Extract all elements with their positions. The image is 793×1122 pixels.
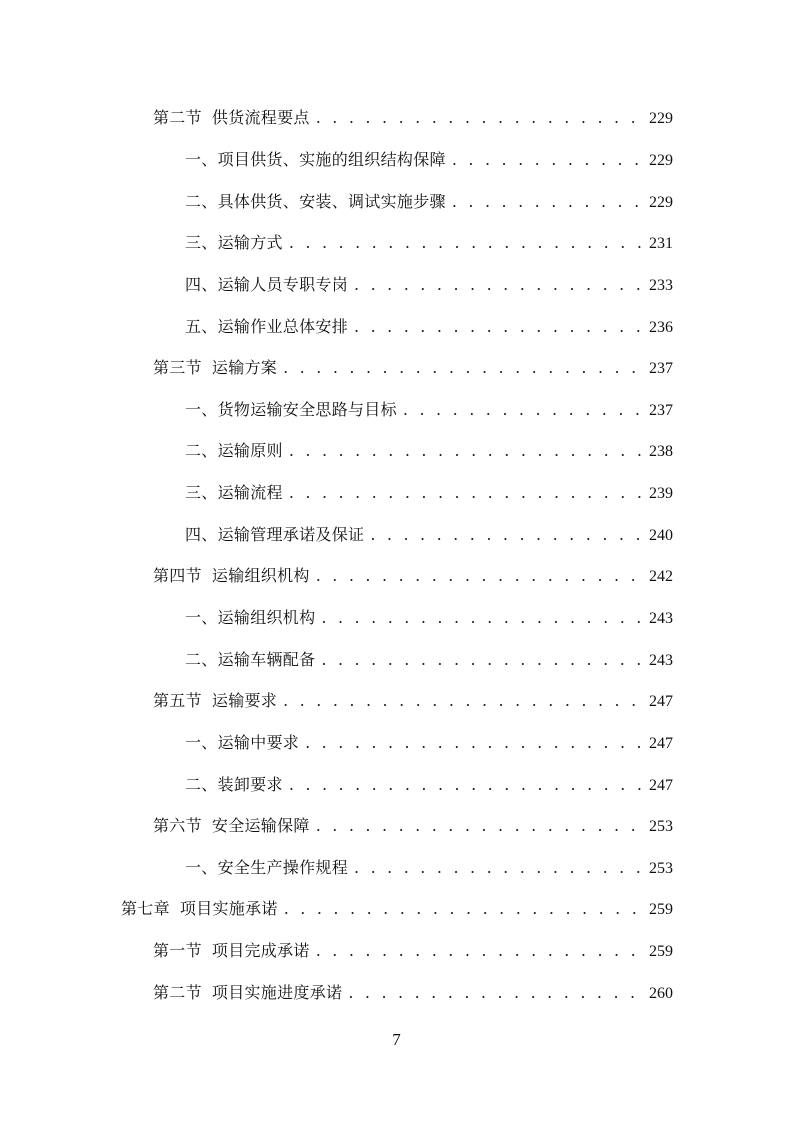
dot-leader [316, 566, 643, 585]
toc-entry-title [153, 688, 277, 711]
dot-leader [370, 525, 643, 544]
toc-entry-text: 项目实施进度承诺 [211, 982, 343, 1002]
toc-entry-line [185, 397, 673, 420]
toc-entry-title [185, 522, 364, 545]
dot-leader [316, 108, 643, 127]
toc-entry-line [185, 230, 673, 253]
toc-entry-line [153, 813, 673, 836]
toc-entry[interactable] [0, 679, 793, 721]
toc-entry-line [153, 980, 673, 1003]
toc-entry[interactable] [0, 887, 793, 929]
toc-entry-text: 项目实施承诺 [179, 899, 278, 919]
dot-leader [284, 899, 643, 918]
toc-entry[interactable] [0, 179, 793, 221]
toc-page-number: 231 [649, 235, 673, 253]
dot-leader [305, 733, 643, 752]
toc-page-number: 237 [649, 401, 673, 419]
toc-entry[interactable] [0, 804, 793, 846]
toc-entry-title [153, 938, 310, 961]
toc-entry[interactable] [0, 637, 793, 679]
toc-entry-text: 一、运输中要求 [185, 732, 300, 752]
toc-entry-text: 一、项目供货、实施的组织结构保障 [185, 149, 446, 169]
toc-entry-text: 一、安全生产操作规程 [185, 857, 349, 877]
toc-entry-line [185, 438, 673, 461]
toc-entry-text: 一、货物运输安全思路与目标 [185, 399, 397, 419]
toc-entry-line [185, 605, 673, 628]
toc-entry-line [153, 688, 673, 711]
toc-entry-title [185, 438, 283, 461]
toc-page-number: 240 [649, 526, 673, 544]
toc-entry-title [185, 855, 348, 878]
toc-entry-number: 第五节 [153, 691, 202, 711]
toc-entry-text: 二、运输车辆配备 [185, 649, 316, 669]
toc-entry-text: 四、运输人员专职专岗 [185, 274, 349, 294]
dot-leader [452, 150, 643, 169]
dot-leader [289, 775, 643, 794]
toc-entry-title [185, 397, 397, 420]
toc-entry[interactable] [0, 221, 793, 263]
dot-leader [321, 608, 643, 627]
toc-page-number: 229 [649, 193, 673, 211]
toc-page-number: 253 [649, 859, 673, 877]
toc-entry-line [153, 355, 673, 378]
toc-entry-text: 二、具体供货、安装、调试实施步骤 [185, 191, 446, 211]
toc-entry[interactable] [0, 970, 793, 1012]
toc-entry[interactable] [0, 304, 793, 346]
toc-entry-title [185, 189, 446, 212]
toc-entry-title [185, 772, 283, 795]
toc-page-number: 243 [649, 610, 673, 627]
toc-entry[interactable] [0, 929, 793, 971]
toc-entry-title [185, 147, 446, 170]
dot-leader [354, 275, 643, 294]
toc-entry-line [185, 147, 673, 170]
toc-entry[interactable] [0, 138, 793, 180]
toc-entry-line [185, 647, 673, 670]
toc-page-number: 229 [649, 110, 673, 128]
toc-entry-title [185, 647, 315, 670]
toc-entry[interactable] [0, 471, 793, 513]
toc-entry[interactable] [0, 762, 793, 804]
dot-leader [403, 400, 643, 419]
toc-page-number: 247 [649, 776, 673, 794]
toc-entry-line [185, 272, 673, 295]
page-number: 7 [392, 1030, 401, 1049]
toc-entry-number: 第二节 [153, 982, 202, 1002]
dot-leader [354, 317, 643, 336]
toc-entry-title [185, 605, 315, 628]
toc-entry-title [185, 314, 348, 337]
toc-entry-text: 一、运输组织机构 [185, 608, 316, 627]
toc-page-number: 242 [649, 568, 673, 586]
toc-page-number: 259 [649, 943, 673, 961]
toc-entry-number: 第二节 [153, 108, 202, 128]
toc-entry-line [153, 938, 673, 961]
toc-entry-text: 运输方案 [211, 358, 278, 378]
toc-entry-title [153, 813, 310, 836]
toc-entry-number: 第三节 [153, 358, 202, 378]
toc-entry-text: 三、运输流程 [185, 483, 283, 503]
toc-page-number: 233 [649, 276, 673, 294]
toc-entry-title [185, 272, 348, 295]
toc-entry[interactable] [0, 512, 793, 554]
dot-leader [283, 358, 643, 377]
toc-entry-title [185, 730, 299, 753]
toc-entry-title [153, 355, 277, 378]
toc-entry-number: 第六节 [153, 816, 202, 836]
toc-entry[interactable] [0, 96, 793, 138]
dot-leader [316, 941, 643, 960]
toc-entry[interactable] [0, 263, 793, 305]
toc-entry[interactable] [0, 429, 793, 471]
toc-entry-line [185, 730, 673, 753]
dot-leader [289, 233, 643, 252]
toc-page-number: 247 [649, 734, 673, 752]
toc-entry-line [185, 480, 673, 503]
toc-entry[interactable] [0, 596, 793, 638]
dot-leader [289, 441, 643, 460]
toc-entry-text: 运输组织机构 [211, 566, 310, 586]
dot-leader [316, 816, 643, 835]
toc-entry-title [153, 980, 342, 1003]
toc-entry-text: 二、运输原则 [185, 441, 283, 461]
toc-page-number: 247 [649, 693, 673, 711]
toc-page-number: 239 [649, 485, 673, 503]
dot-leader [321, 650, 643, 669]
toc-page-number: 243 [649, 651, 673, 669]
toc-entry-text: 四、运输管理承诺及保证 [185, 524, 365, 544]
toc-entry[interactable] [0, 846, 793, 888]
toc-entry-line [185, 855, 673, 878]
toc-page-number: 236 [649, 318, 673, 336]
toc-entry-title [185, 480, 283, 503]
toc-entry-number: 第七章 [121, 899, 170, 919]
toc-entry-text: 五、运输作业总体安排 [185, 316, 349, 336]
toc-entry-text: 项目完成承诺 [211, 941, 310, 961]
toc-entry[interactable] [0, 346, 793, 388]
toc-page-number: 237 [649, 360, 673, 378]
toc-entry-line [185, 522, 673, 545]
toc-entry-text: 运输要求 [211, 691, 278, 711]
toc-entry[interactable] [0, 554, 793, 596]
toc-entry-text: 三、运输方式 [185, 233, 283, 253]
toc-page-number: 260 [649, 984, 673, 1002]
toc-entry-text: 供货流程要点 [211, 108, 310, 128]
toc-entry-title [185, 230, 283, 253]
toc-entry-line [185, 772, 673, 795]
dot-leader [289, 483, 643, 502]
toc-page-number: 229 [649, 151, 673, 169]
dot-leader [348, 983, 643, 1002]
toc-page-number: 253 [649, 818, 673, 836]
toc-entry-line [185, 189, 673, 212]
dot-leader [452, 192, 643, 211]
toc-entry-text: 二、装卸要求 [185, 774, 283, 794]
toc-entry-line [121, 896, 673, 919]
toc-entry-text: 安全运输保障 [211, 816, 310, 836]
toc-entry-title [121, 896, 278, 919]
toc-page-number: 238 [649, 443, 673, 461]
toc-entry-title [153, 563, 310, 586]
toc-entry-title [153, 105, 310, 128]
dot-leader [354, 858, 643, 877]
toc-entry-line [153, 563, 673, 586]
dot-leader [283, 691, 643, 710]
toc-entry-line [153, 105, 673, 128]
toc-entry-number: 第四节 [153, 566, 202, 586]
toc-entry-line [185, 314, 673, 337]
table-of-contents [0, 96, 793, 1012]
toc-page-number: 259 [649, 901, 673, 919]
toc-entry[interactable] [0, 721, 793, 763]
toc-entry-number: 第一节 [153, 941, 202, 961]
toc-entry[interactable] [0, 387, 793, 429]
